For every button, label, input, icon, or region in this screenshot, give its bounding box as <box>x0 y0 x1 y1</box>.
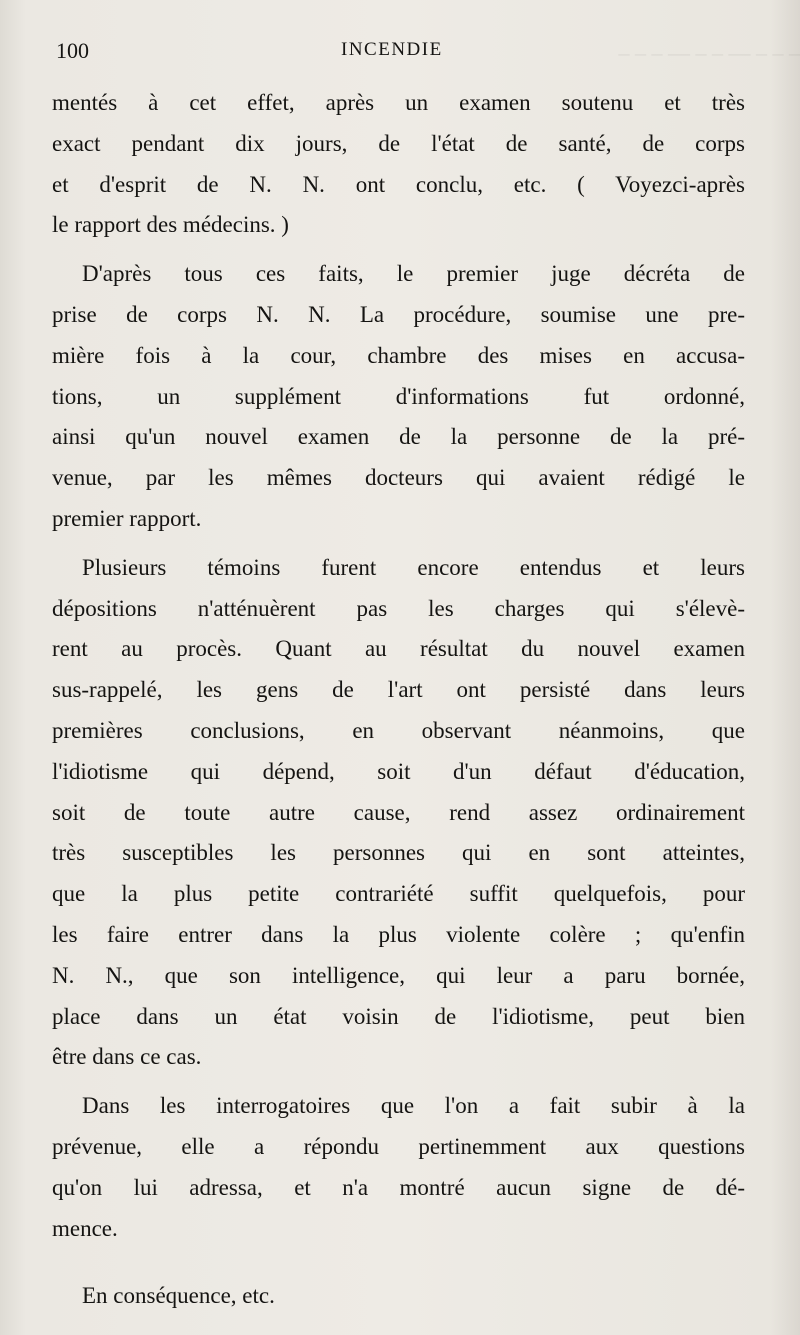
text-line: le rapport des médecins. ) <box>52 212 289 238</box>
text-line: D'après tous ces faits, le premier juge décréta de <box>82 261 745 287</box>
paragraph-spacer <box>52 1249 745 1276</box>
text-line: ainsi qu'un nouvel examen de la personne de la pré- <box>52 424 745 450</box>
text-line: premier rapport. <box>52 505 202 531</box>
paragraph-3 <box>52 548 745 1078</box>
text-line: En conséquence, etc. <box>82 1283 275 1309</box>
paragraph-spacer <box>52 246 745 254</box>
paragraph-4 <box>52 1086 745 1249</box>
text-line: place dans un état voisin de l'idiotisme, peut bien <box>52 1003 745 1029</box>
text-line: mentés à cet effet, après un examen soutenu et très <box>52 90 745 115</box>
text-line: sus-rappelé, les gens de l'art ont persisté dans leurs <box>52 677 745 703</box>
text-line: tions, un supplément d'informations fut ordonné, <box>52 383 745 409</box>
paragraph-spacer <box>52 1078 745 1086</box>
text-line: mière fois à la cour, chambre des mises en accusa- <box>52 342 745 368</box>
body-text <box>52 83 745 1317</box>
text-line: Dans les interrogatoires que l'on a fait subir à la <box>82 1093 745 1119</box>
page-number: 100 <box>56 38 89 63</box>
text-line: très susceptibles les personnes qui en sont atteintes, <box>52 840 745 866</box>
text-line: Plusieurs témoins furent encore entendus et leurs <box>82 554 745 580</box>
text-line: premières conclusions, en observant néanmoins, que <box>52 717 745 743</box>
paragraph-2 <box>52 254 745 540</box>
text-line: soit de toute autre cause, rend assez ordinairement <box>52 799 745 825</box>
text-line: mence. <box>52 1215 118 1241</box>
paragraph-spacer <box>52 540 745 548</box>
text-line: les faire entrer dans la plus violente colère ; qu'enfin <box>52 921 745 947</box>
text-line: prévenue, elle a répondu pertinemment aux questions <box>52 1133 745 1159</box>
text-line: prise de corps N. N. La procédure, soumise une pre- <box>52 301 745 327</box>
text-line: dépositions n'atténuèrent pas les charges qui s'élevè- <box>52 595 745 621</box>
page-header <box>56 38 746 68</box>
paragraph-1 <box>52 83 745 246</box>
show-through-texture: – – – — – – — – – – <box>618 40 800 65</box>
text-line: être dans ce cas. <box>52 1044 202 1070</box>
text-line: l'idiotisme qui dépend, soit d'un défaut d'éducation, <box>52 758 745 784</box>
text-line: venue, par les mêmes docteurs qui avaient rédigé le <box>52 465 745 491</box>
text-line: que la plus petite contrariété suffit quelquefois, pour <box>52 881 745 907</box>
text-line: rent au procès. Quant au résultat du nouvel examen <box>52 636 745 662</box>
text-line: N. N., que son intelligence, qui leur a paru bornée, <box>52 962 745 988</box>
paragraph-5 <box>52 1276 745 1317</box>
text-line: et d'esprit de N. N. ont conclu, etc. ( Voyezci-après <box>52 171 745 197</box>
running-title: INCENDIE <box>341 39 443 60</box>
text-line: exact pendant dix jours, de l'état de santé, de corps <box>52 130 745 156</box>
text-line: qu'on lui adressa, et n'a montré aucun signe de dé- <box>52 1174 745 1200</box>
